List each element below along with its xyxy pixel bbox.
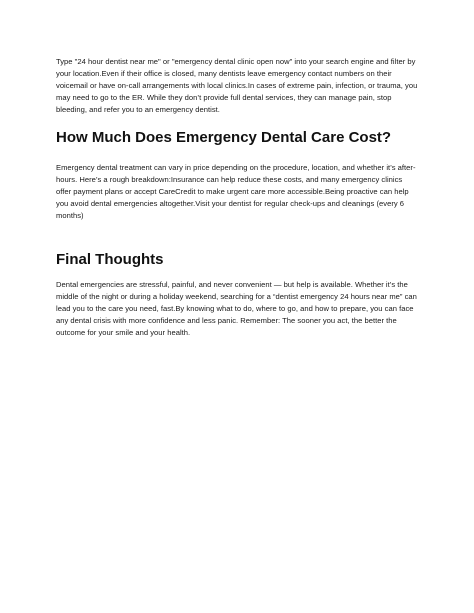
document-page bbox=[56, 56, 418, 339]
final-thoughts-heading: Final Thoughts bbox=[56, 251, 164, 268]
final-thoughts-paragraph: Dental emergencies are stressful, painful, and never convenient — but help is available. Whether it’s the middle of the night or during a holiday weekend, searching for a “dentist emergency 24 hours near me” can lead you to the care you need, fast.By knowing what to do, where to go, and how to prepare, you can face any dental crisis with more confidence and less panic. Remember: The sooner you act, the better the outcome for your smile and your health. bbox=[56, 280, 417, 337]
cost-section-heading: How Much Does Emergency Dental Care Cost? bbox=[56, 129, 392, 146]
cost-section-paragraph: Emergency dental treatment can vary in price depending on the procedure, location, and whether it’s after-hours. Here’s a rough breakdown:Insurance can help reduce these costs, and many emergency clinics offer payment plans or accept CareCredit to make urgent care more accessible.Being proactive can help you avoid dental emergencies altogether.Visit your dentist for regular check-ups and cleanings (every 6 months) bbox=[56, 163, 416, 220]
intro-paragraph: Type "24 hour dentist near me" or "emergency dental clinic open now" into your search engine and filter by your location.Even if their office is closed, many dentists leave emergency contact numbers on their voicemail or have on-call arrangements with local clinics.In cases of extreme pain, infection, or trauma, you may need to go to the ER. While they don’t provide full dental services, they can manage pain, stop bleeding, and refer you to an emergency dentist. bbox=[56, 57, 418, 114]
